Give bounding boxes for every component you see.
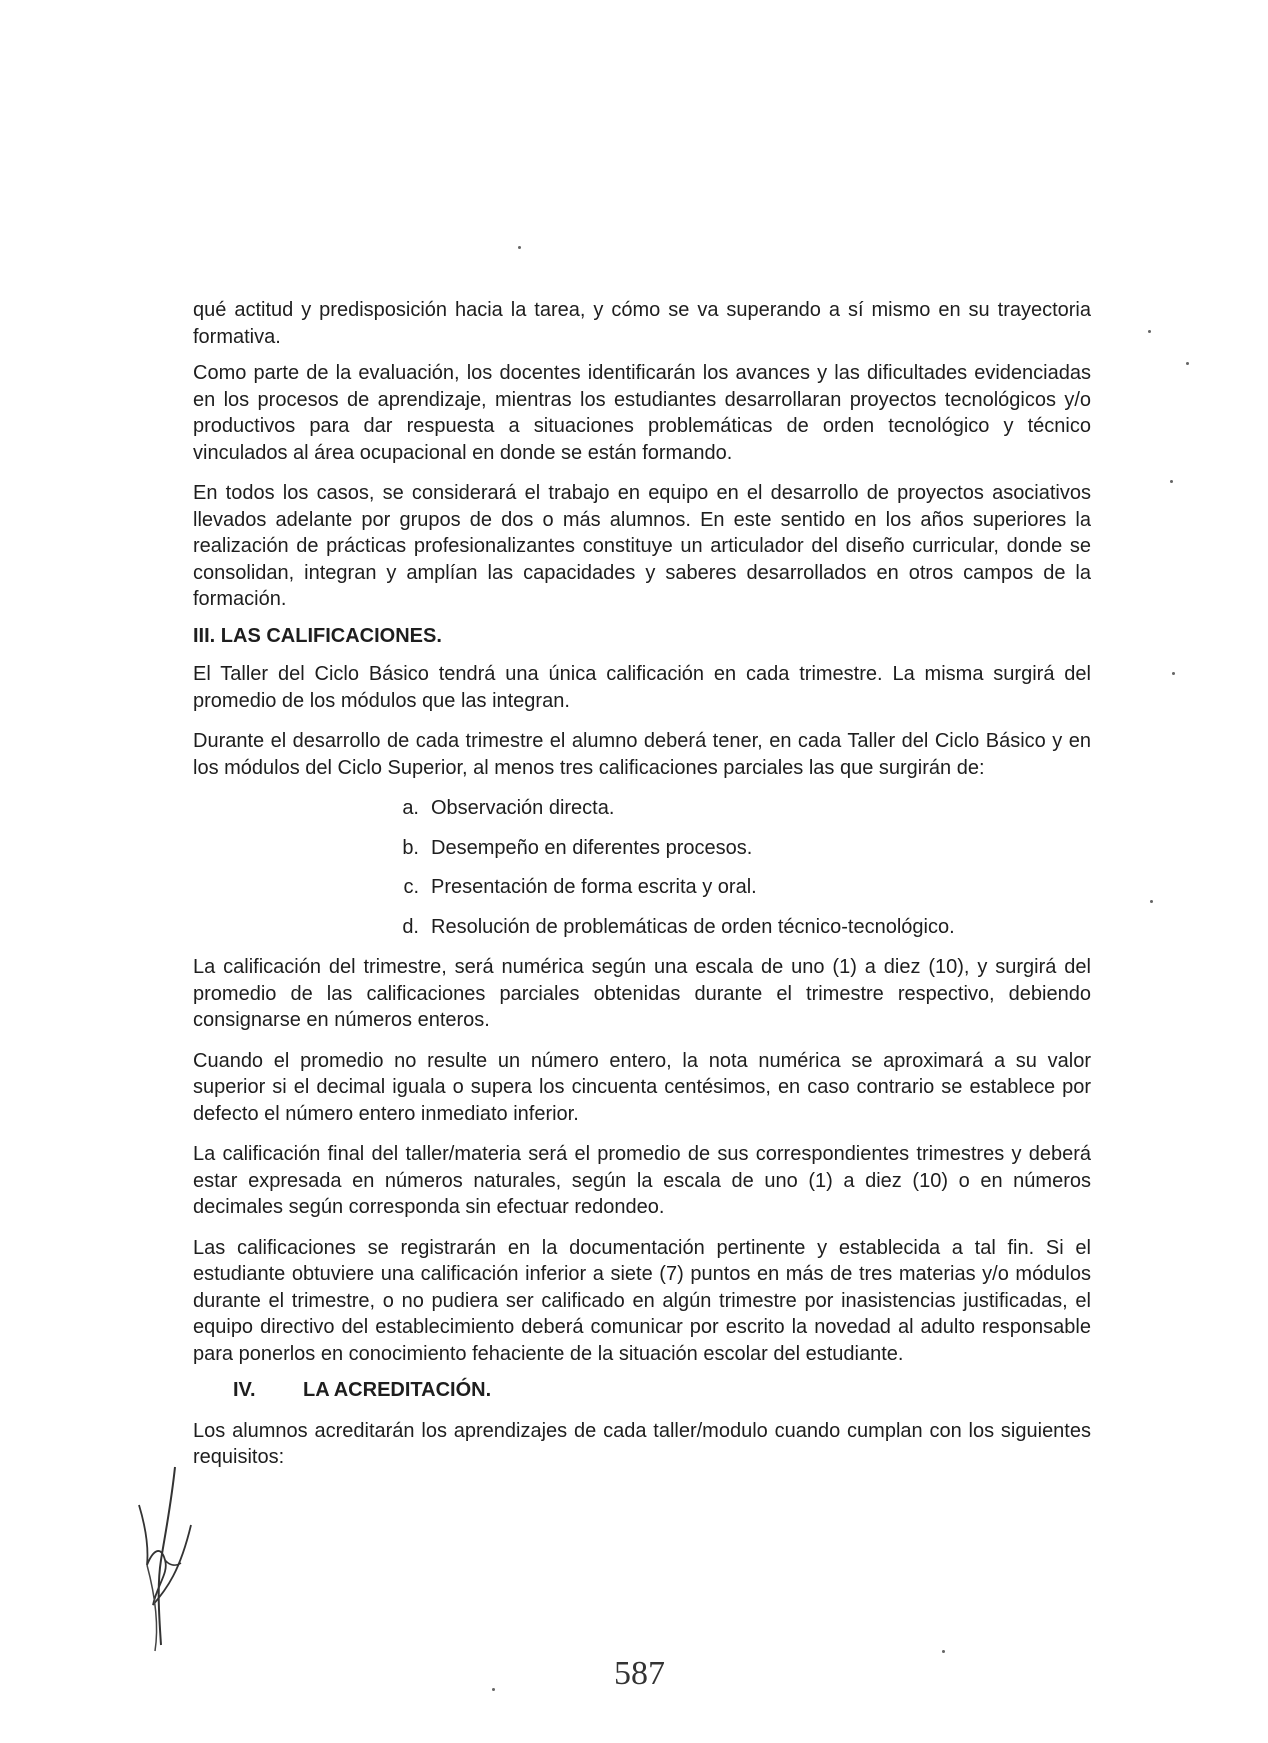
section-number: IV. <box>233 1379 256 1401</box>
scan-speck <box>1186 362 1189 365</box>
scan-speck <box>518 246 521 249</box>
list-marker: d. <box>402 915 419 938</box>
list-text: Observación directa. <box>431 797 615 819</box>
paragraph: qué actitud y predisposición hacia la tarea, y cómo se va superando a sí mismo en su trayectoria formativa. <box>193 299 1091 348</box>
paragraph: La calificación del trimestre, será numérica según una escala de uno (1) a diez (10), y surgirá del promedio de las calificaciones parciales obtenidas durante el trimestre respectivo, debiendo consignarse en números enteros. <box>193 956 1091 1031</box>
scan-speck <box>942 1650 945 1653</box>
criteria-list <box>193 795 1091 940</box>
paragraph: La calificación final del taller/materia será el promedio de sus correspondientes trimestres y deberá estar expresada en números naturales, según la escala de uno (1) a diez (10) o en números decimales según corresponda sin efectuar redondeo. <box>193 1143 1091 1218</box>
list-marker: a. <box>402 797 419 819</box>
paragraph: Los alumnos acreditarán los aprendizajes de cada taller/modulo cuando cumplan con los siguientes requisitos: <box>193 1419 1091 1468</box>
scan-speck <box>492 1688 495 1691</box>
document-body <box>193 297 1091 1485</box>
handwritten-signature <box>135 1465 215 1655</box>
scan-speck <box>1172 672 1175 675</box>
list-text: Presentación de forma escrita y oral. <box>431 876 757 898</box>
paragraph: En todos los casos, se considerará el trabajo en equipo en el desarrollo de proyectos asociativos llevados adelante por grupos de dos o más alumnos. En este sentido en los años superiores la realización de prácticas profesionalizantes constituye un articulador del diseño curricular, donde se consolidan, integran y amplían las capacidades y saberes desarrollados en otros campos de la formación. <box>193 482 1091 610</box>
page-number: 587 <box>614 1655 665 1692</box>
scan-speck <box>1170 480 1173 483</box>
paragraph: El Taller del Ciclo Básico tendrá una única calificación en cada trimestre. La misma surgirá del promedio de los módulos que las integran. <box>193 663 1091 712</box>
list-text: Resolución de problemáticas de orden técnico-tecnológico. <box>431 915 955 938</box>
section-heading: III. LAS CALIFICACIONES. <box>193 624 442 647</box>
list-item <box>383 795 1091 822</box>
list-text: Desempeño en diferentes procesos. <box>431 836 753 859</box>
paragraph: Como parte de la evaluación, los docentes identificarán los avances y las dificultades evidenciadas en los procesos de aprendizaje, mientras los estudiantes desarrollaran proyectos tecnológicos y/o productivos para dar respuesta a situaciones problemáticas de orden tecnológico y técnico vinculados al área ocupacional en donde se están formando. <box>193 362 1091 464</box>
list-item <box>383 914 1091 941</box>
list-marker: b. <box>402 836 419 859</box>
list-marker: c. <box>403 876 419 898</box>
paragraph: Las calificaciones se registrarán en la documentación pertinente y establecida a tal fin. Si el estudiante obtuviere una calificación inferior a siete (7) puntos en más de tres materias y/o módulos durante el trimestre, o no pudiera ser calificado en algún trimestre por inasistencias justificadas, el equipo directivo del establecimiento deberá comunicar por escrito la novedad al adulto responsable para ponerlos en conocimiento fehaciente de la situación escolar del estudiante. <box>193 1236 1091 1365</box>
scan-speck <box>1150 900 1153 903</box>
section-heading <box>233 1377 1091 1404</box>
section-title: LA ACREDITACIÓN. <box>303 1379 492 1401</box>
scan-speck <box>1148 330 1151 333</box>
paragraph: Durante el desarrollo de cada trimestre el alumno deberá tener, en cada Taller del Ciclo Básico y en los módulos del Ciclo Superior, al menos tres calificaciones parciales las que surgirán de: <box>193 730 1091 779</box>
paragraph: Cuando el promedio no resulte un número entero, la nota numérica se aproximará a su valor superior si el decimal iguala o supera los cincuenta centésimos, en caso contrario se establece por defecto el número entero inmediato inferior. <box>193 1049 1091 1125</box>
list-item <box>383 874 1091 901</box>
list-item <box>383 835 1091 862</box>
